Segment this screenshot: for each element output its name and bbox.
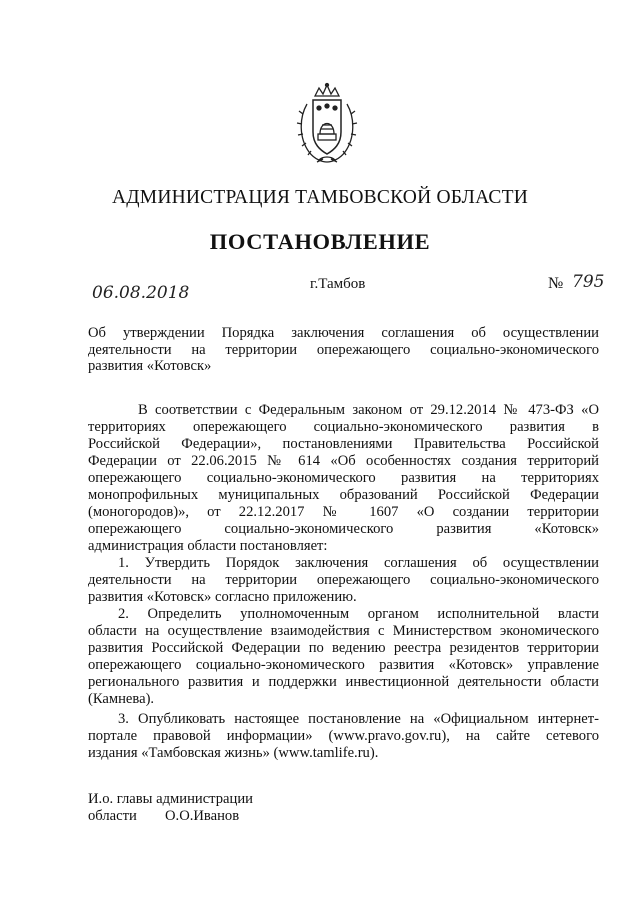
body-line: Федерации от 22.06.2015 № 614 «Об особенностях создания территорий <box>88 453 599 469</box>
document-number: 795 <box>572 272 605 292</box>
title-line: деятельности на территории опережающего социально-экономического <box>88 342 599 358</box>
title-line: Об утверждении Порядка заключения соглашения об осуществлении <box>88 325 599 341</box>
coat-of-arms-icon <box>293 82 361 166</box>
body-line: (Камнева). <box>88 691 155 707</box>
body-line: развития «Котовск» согласно приложению. <box>88 589 357 605</box>
body-line: монопрофильных муниципальных образований Российской Федерации <box>88 487 599 503</box>
number-label: № <box>548 275 564 292</box>
body-line: области на осуществление взаимодействия с Министерством экономического <box>88 623 599 639</box>
body-line: Российской Федерации», постановлениями Правительства Российской <box>88 436 599 452</box>
body-line: 3. Опубликовать настоящее постановление на «Официальном интернет- <box>118 711 599 727</box>
organization-name: АДМИНИСТРАЦИЯ ТАМБОВСКОЙ ОБЛАСТИ <box>112 187 528 208</box>
signature-name: О.О.Иванов <box>165 808 240 824</box>
body-line: деятельности на территории опережающего социально-экономического <box>88 572 599 588</box>
body-line: 2. Определить уполномоченным органом исполнительной власти <box>118 606 599 622</box>
signature-region: области <box>88 808 137 824</box>
body-line: развития Российской Федерации по ведению реестра резидентов территории <box>88 640 599 656</box>
body-line: администрация области постановляет: <box>88 538 328 554</box>
body-line: опережающего социально-экономического развития «Котовск» <box>88 521 599 537</box>
body-line: 1. Утвердить Порядок заключения соглашения об осуществлении <box>118 555 599 571</box>
body-line: (моногородов)», от 22.12.2017 № 1607 «О создании территории <box>88 504 599 520</box>
body-line: регионального развития и поддержки инвестиционной деятельности области <box>88 674 599 690</box>
body-line: издания «Тамбовская жизнь» (www.tamlife.ru). <box>88 745 379 761</box>
document-type: ПОСТАНОВЛЕНИЕ <box>209 229 431 254</box>
title-line: развития «Котовск» <box>88 358 212 374</box>
body-line: территориях опережающего социально-экономического развития в <box>88 419 599 435</box>
document-city: г.Тамбов <box>310 276 366 292</box>
body-line: опережающего социально-экономического развития «Котовск» управление <box>88 657 599 673</box>
body-line: портале правовой информации» (www.pravo.gov.ru), на сайте сетевого <box>88 728 599 744</box>
signature-title: И.о. главы администрации <box>88 791 253 807</box>
document-date: 06.08.2018 <box>92 283 190 303</box>
body-line: опережающего социально-экономического развития на территориях <box>88 470 599 486</box>
body-line: В соответствии с Федеральным законом от 29.12.2014 № 473-ФЗ «О <box>138 402 599 418</box>
